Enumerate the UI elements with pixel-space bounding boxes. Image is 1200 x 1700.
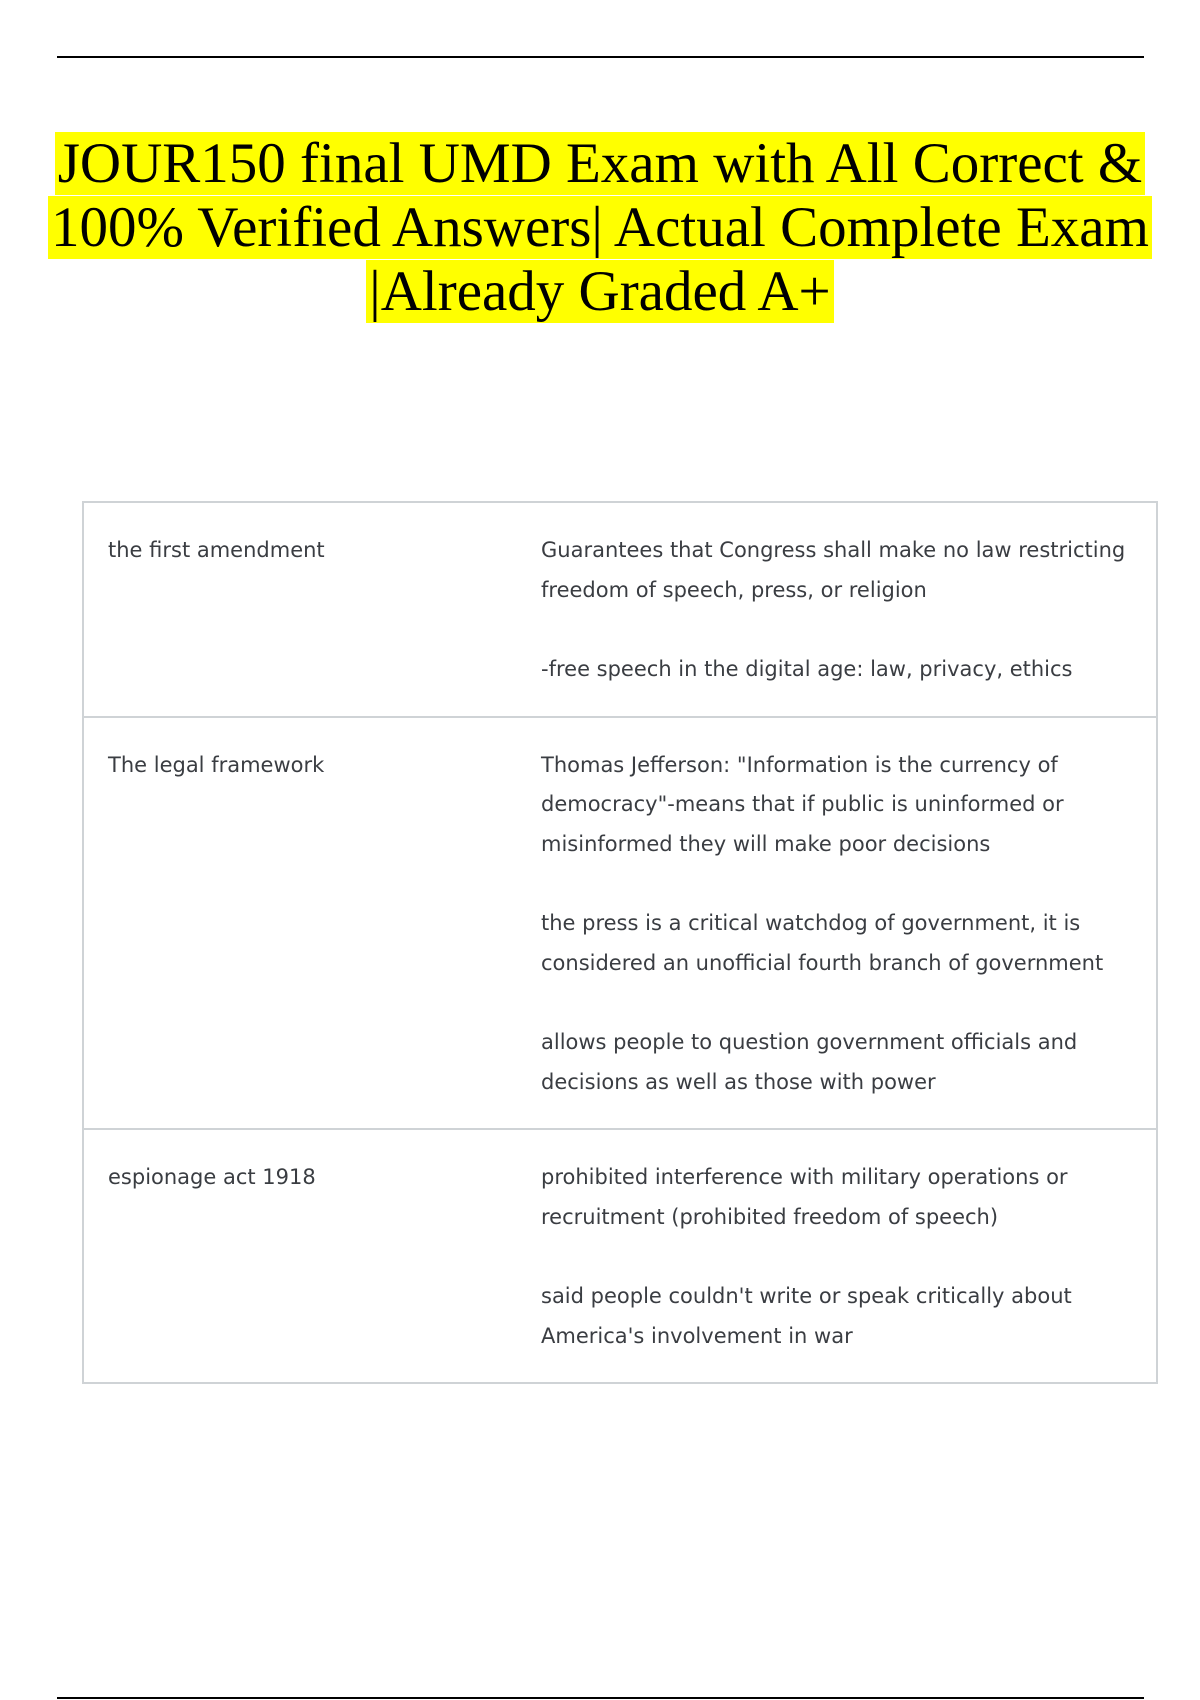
card-definitions bbox=[541, 503, 1156, 716]
card-definition: prohibited interference with military operations or recruitment (prohibited freedom of speech) bbox=[541, 1165, 1068, 1229]
title-line-1: JOUR150 final UMD Exam with All Correct & bbox=[40, 132, 1160, 196]
top-rule bbox=[57, 56, 1144, 58]
card-term: The legal framework bbox=[108, 752, 325, 777]
card-term: espionage act 1918 bbox=[108, 1165, 316, 1189]
title-line-3: |Already Graded A+ bbox=[40, 260, 1160, 324]
card-definitions bbox=[541, 718, 1156, 1129]
card-definitions bbox=[541, 1130, 1156, 1382]
card-term: the first amendment bbox=[108, 538, 325, 562]
flashcard-row bbox=[84, 1128, 1156, 1382]
card-definition: allows people to question government officials and decisions as well as those with power bbox=[541, 1030, 1078, 1094]
document-title bbox=[40, 132, 1160, 324]
bottom-rule bbox=[57, 1697, 1144, 1699]
flashcard-row bbox=[84, 503, 1156, 716]
card-definition: -free speech in the digital age: law, privacy, ethics bbox=[541, 657, 1073, 681]
card-definition: Thomas Jefferson: "Information is the currency of democracy"-means that if public is uninformed or misinformed they will make poor decisions bbox=[541, 752, 1064, 856]
card-definition: Guarantees that Congress shall make no law restricting freedom of speech, press, or religion bbox=[541, 538, 1126, 602]
card-definition: said people couldn't write or speak critically about America's involvement in war bbox=[541, 1284, 1072, 1348]
flashcard-row bbox=[84, 716, 1156, 1129]
flashcard-table bbox=[82, 501, 1158, 1384]
card-definition: the press is a critical watchdog of government, it is considered an unofficial fourth branch of government bbox=[541, 911, 1104, 975]
title-line-2: 100% Verified Answers| Actual Complete Exam bbox=[40, 196, 1160, 260]
